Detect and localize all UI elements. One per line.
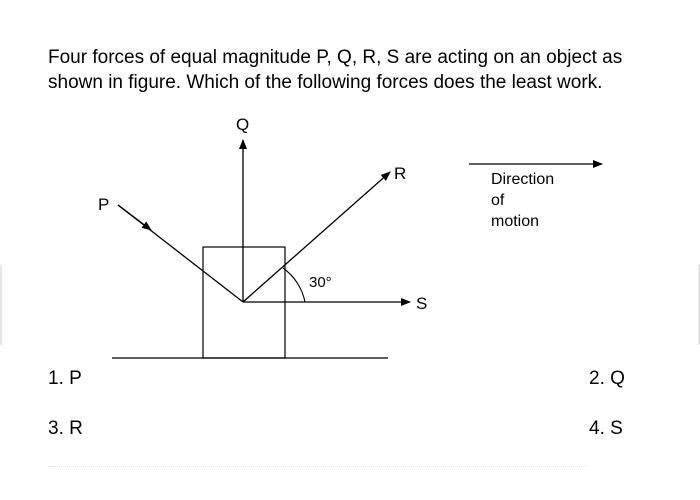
bottom-cutoff-artifact	[48, 466, 588, 471]
question-text: Four forces of equal magnitude P, Q, R, S are acting on an object as shown in figure. Which of the following forces does the least work.	[48, 47, 623, 93]
force-p-arrow	[118, 205, 151, 230]
label-angle: 30°	[309, 274, 332, 291]
label-r: R	[394, 164, 407, 183]
motion-label-line1: Direction	[491, 171, 555, 188]
motion-label-line2: of	[491, 192, 505, 209]
motion-label-line3: motion	[491, 213, 540, 230]
option-2[interactable]: 2. Q	[589, 368, 625, 389]
angle-arc	[283, 268, 305, 302]
label-s: S	[416, 294, 428, 313]
left-edge-artifact	[0, 265, 2, 345]
option-3[interactable]: 3. R	[48, 418, 83, 439]
label-p: P	[98, 195, 110, 214]
option-4[interactable]: 4. S	[589, 418, 623, 439]
option-1[interactable]: 1. P	[48, 368, 82, 389]
label-q: Q	[236, 115, 250, 134]
